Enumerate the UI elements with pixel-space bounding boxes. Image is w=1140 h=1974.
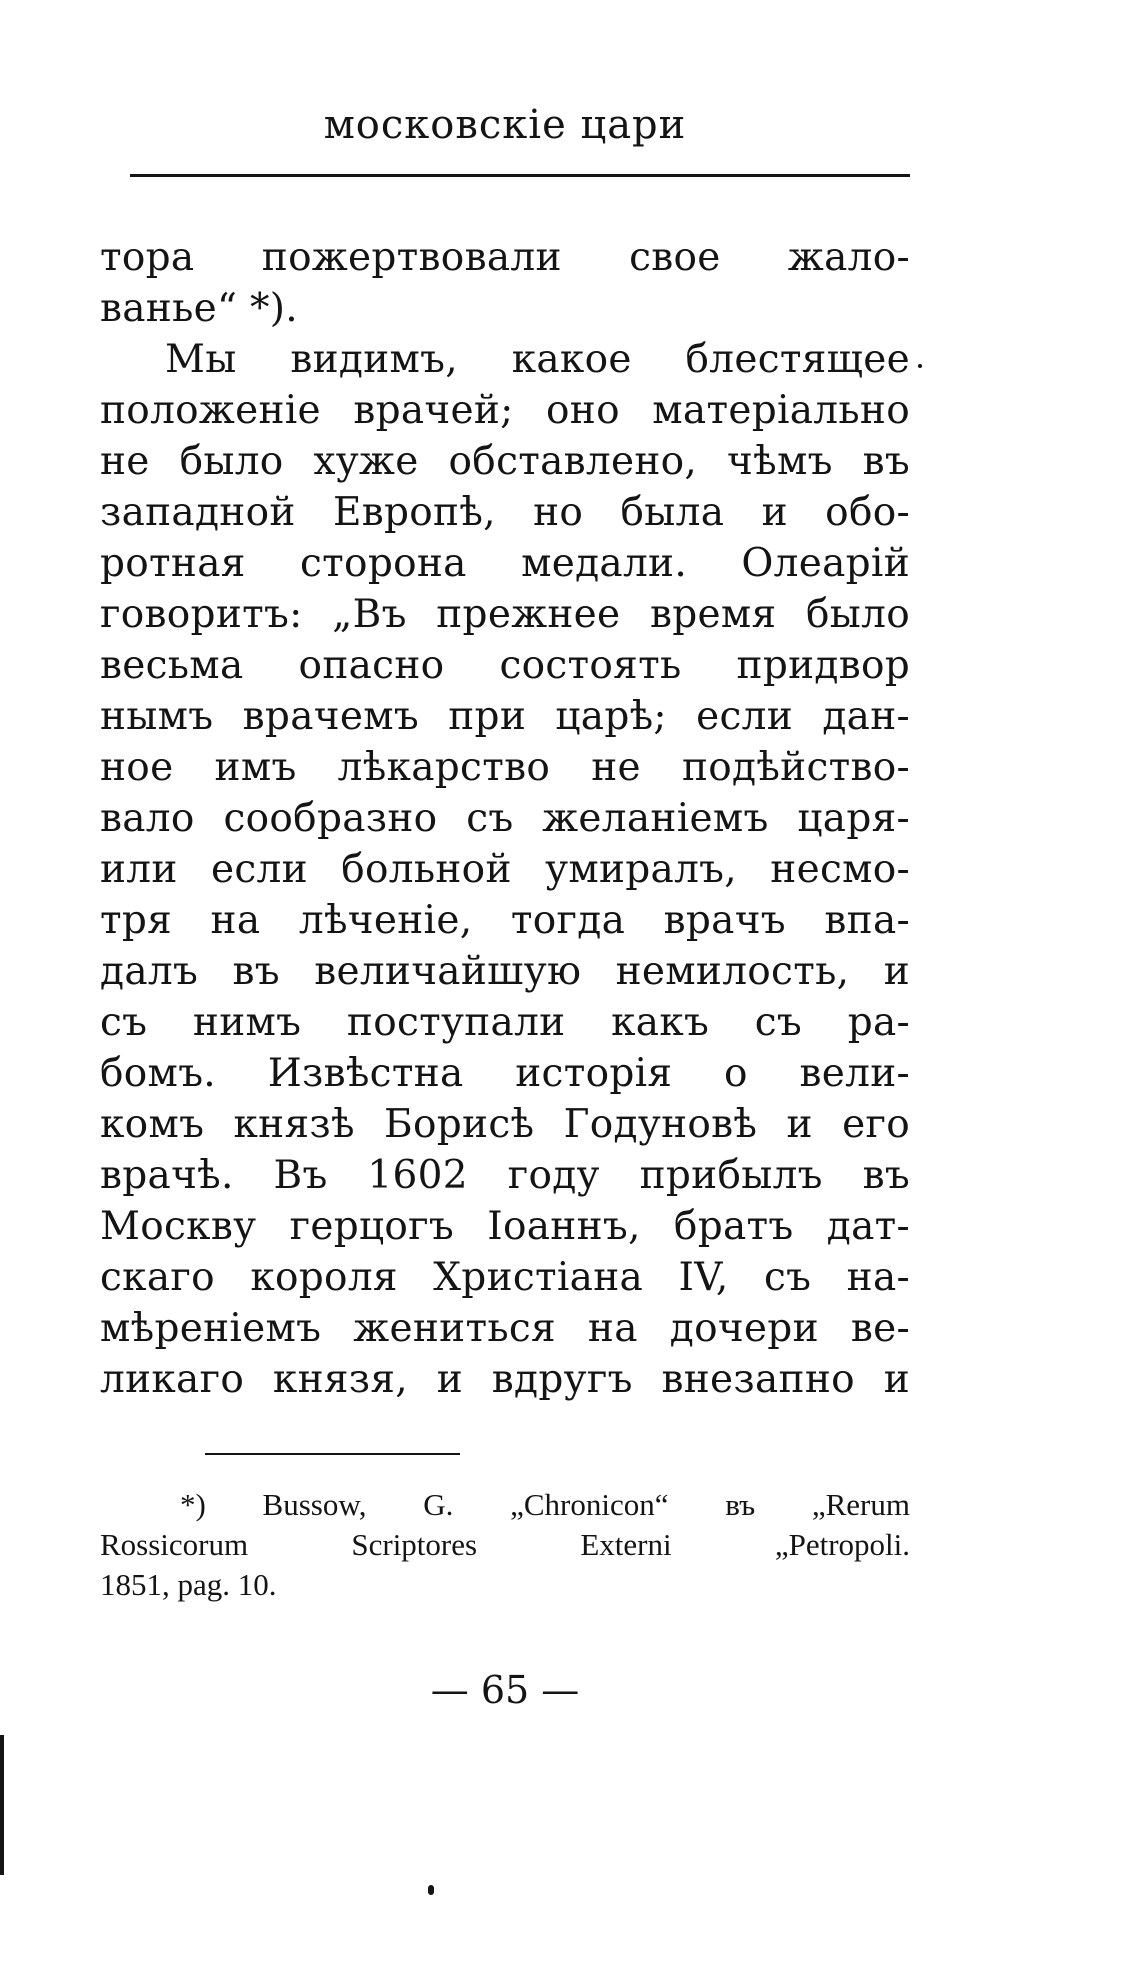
text-line: Москву герцогъ Іоаннъ, братъ дат- bbox=[100, 1204, 910, 1249]
text-line: съ нимъ поступали какъ съ ра- bbox=[100, 1000, 910, 1045]
text-line: вало сообразно съ желаніемъ царя- bbox=[100, 796, 910, 841]
scan-speck bbox=[428, 1885, 434, 1895]
paragraph-first-line: Мы видимъ, какое блестящее bbox=[165, 337, 910, 382]
text-line: комъ князѣ Борисѣ Годуновѣ и его bbox=[100, 1102, 910, 1147]
text-line: нымъ врачемъ при царѣ; если дан- bbox=[100, 694, 910, 739]
footnote bbox=[100, 1485, 910, 1605]
text-line: ное имъ лѣкарство не подѣйство- bbox=[100, 745, 910, 790]
text-line: тора пожертвовали свое жало- bbox=[100, 235, 910, 280]
text-line: или если больной умиралъ, несмо- bbox=[100, 847, 910, 892]
text-line: говоритъ: „Въ прежнее время было bbox=[100, 592, 910, 637]
scan-edge-mark bbox=[0, 1735, 4, 1875]
text-line: далъ въ величайшую немилость, и bbox=[100, 949, 910, 994]
page-number: — 65 — bbox=[430, 1668, 580, 1712]
text-line: бомъ. Извѣстна исторія о вели- bbox=[100, 1051, 910, 1096]
footnote-line: Rossicorum Scriptores Externi „Petropoli. bbox=[100, 1527, 910, 1562]
text-line: ротная сторона медали. Олеарій bbox=[100, 541, 910, 586]
footnote-line: *) Bussow, G. „Chronicon“ въ „Rerum bbox=[180, 1487, 910, 1522]
header-rule bbox=[130, 174, 910, 177]
text-line: ликаго князя, и вдругъ внезапно и bbox=[100, 1357, 910, 1402]
text-line: ванье“ *). bbox=[100, 286, 298, 331]
text-line: тря на лѣченіе, тогда врачъ впа- bbox=[100, 898, 910, 943]
running-head: московскіе цари bbox=[323, 102, 687, 148]
footnote-rule bbox=[205, 1453, 460, 1455]
text-line: положеніе врачей; оно матеріально bbox=[100, 388, 910, 433]
text-line: не было хуже обставлено, чѣмъ въ bbox=[100, 439, 910, 484]
text-line: западной Европѣ, но была и обо- bbox=[100, 490, 910, 535]
body-text bbox=[100, 232, 910, 1405]
text-line: скаго короля Христіана IV, съ на- bbox=[100, 1255, 910, 1300]
footnote-line: 1851, pag. 10. bbox=[100, 1567, 277, 1602]
text-line: врачѣ. Въ 1602 году прибылъ въ bbox=[100, 1153, 910, 1198]
scan-speck bbox=[918, 364, 922, 368]
text-line: мѣреніемъ жениться на дочери ве- bbox=[100, 1306, 910, 1351]
text-line: весьма опасно состоять придвор bbox=[100, 643, 910, 688]
